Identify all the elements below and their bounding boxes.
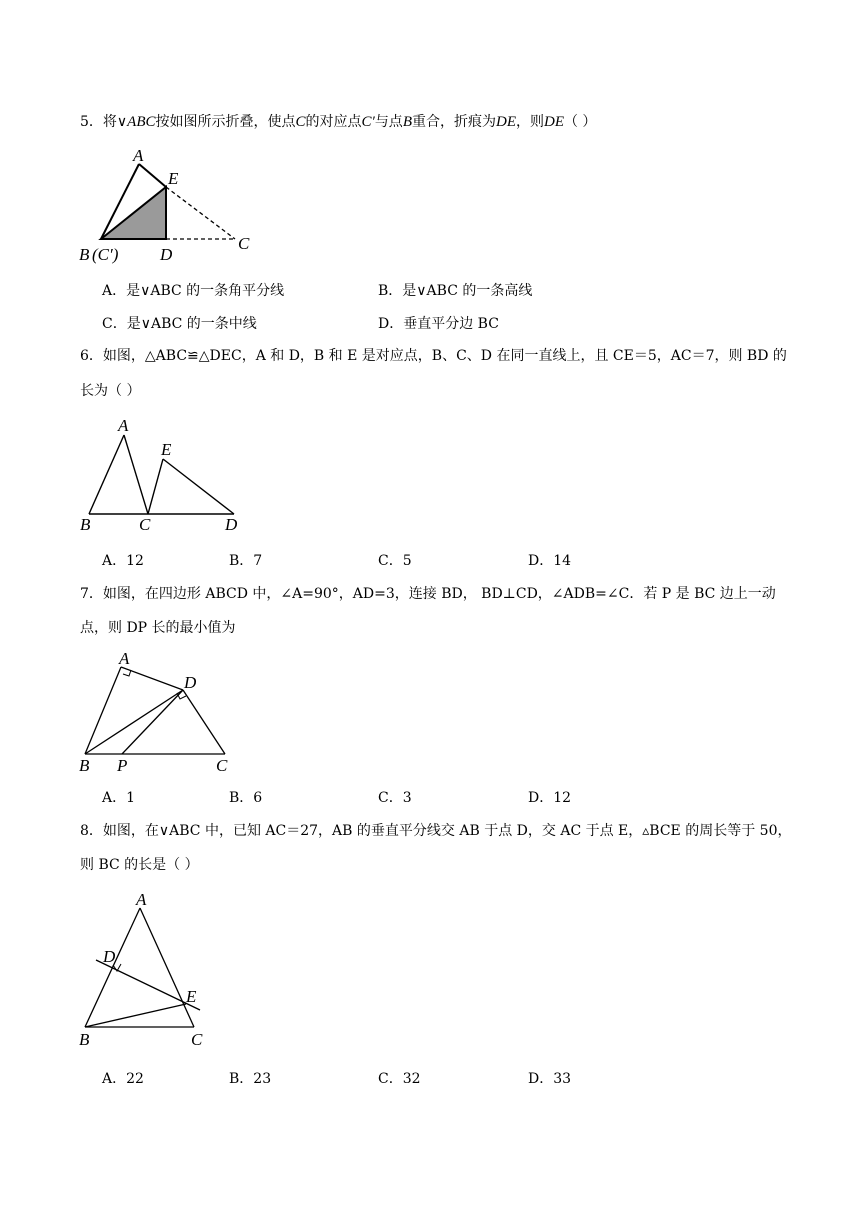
q7-label-a: A	[119, 649, 130, 668]
q5-stem: 5．将∨ABC按如图所示折叠，使点C的对应点C′与点B重合，折痕为DE，则DE（ ）	[80, 114, 597, 130]
q8-label-b: B	[79, 1030, 90, 1049]
q7-option-b[interactable]: B．6	[229, 790, 263, 806]
q5-label-e: E	[168, 169, 179, 188]
q5-label-cp: (C′)	[92, 245, 119, 264]
q6-option-c[interactable]: C．5	[378, 553, 412, 569]
q5-option-c[interactable]: C．是∨ABC 的一条中线	[102, 316, 257, 332]
q8-option-a[interactable]: A．22	[102, 1071, 144, 1087]
q8-label-a: A	[136, 890, 147, 909]
q7-option-a[interactable]: A．1	[102, 790, 136, 806]
q5-option-b[interactable]: B．是∨ABC 的一条高线	[378, 283, 533, 299]
q6-stem-line1: 6．如图，△ABC≌△DEC，A 和 D，B 和 E 是对应点，B、C、D 在同一直线上，且 CE＝5，AC＝7，则 BD 的	[80, 348, 787, 364]
q7-stem-line1: 7．如图，在四边形 ABCD 中，∠A=90°，AD=3，连接 BD， BD⊥CD，∠ADB=∠C．若 P 是 BC 边上一动	[80, 586, 776, 602]
q7-option-c[interactable]: C．3	[378, 790, 412, 806]
q5-option-d[interactable]: D．垂直平分边 BC	[378, 316, 499, 332]
q5-label-d: D	[160, 245, 173, 264]
q8-option-d[interactable]: D．33	[528, 1071, 572, 1087]
q6-label-b: B	[80, 515, 91, 534]
q7-label-b: B	[79, 756, 90, 775]
q5-label-a: A	[133, 146, 144, 165]
q8-label-d: D	[103, 947, 116, 966]
q6-option-d[interactable]: D．14	[528, 553, 572, 569]
q7-label-d: D	[184, 673, 197, 692]
q5-shaded-triangle	[101, 187, 166, 239]
q6-label-a: A	[118, 416, 129, 435]
q7-label-p: P	[117, 756, 128, 775]
q6-label-c: C	[139, 515, 151, 534]
q7-stem-line2: 点，则 DP 长的最小值为	[80, 620, 236, 636]
q5-label-b: B	[79, 245, 90, 264]
q6-stem-line2: 长为（ ）	[80, 383, 141, 399]
q6-option-b[interactable]: B．7	[229, 553, 263, 569]
q5-label-c: C	[238, 234, 250, 253]
q8-stem-line2: 则 BC 的长是（ ）	[80, 857, 199, 873]
q6-option-a[interactable]: A．12	[102, 553, 144, 569]
q8-label-c: C	[191, 1030, 203, 1049]
q8-stem-line1: 8．如图，在∨ABC 中，已知 AC＝27，AB 的垂直平分线交 AB 于点 D，交 AC 于点 E，▵BCE 的周长等于 50，	[80, 823, 792, 839]
q7-label-c: C	[216, 756, 228, 775]
q5-option-a[interactable]: A．是∨ABC 的一条角平分线	[102, 283, 285, 299]
q6-label-e: E	[161, 440, 172, 459]
q7-option-d[interactable]: D．12	[528, 790, 572, 806]
q8-option-b[interactable]: B．23	[229, 1071, 272, 1087]
q6-label-d: D	[225, 515, 238, 534]
q8-option-c[interactable]: C．32	[378, 1071, 421, 1087]
q8-label-e: E	[186, 987, 197, 1006]
